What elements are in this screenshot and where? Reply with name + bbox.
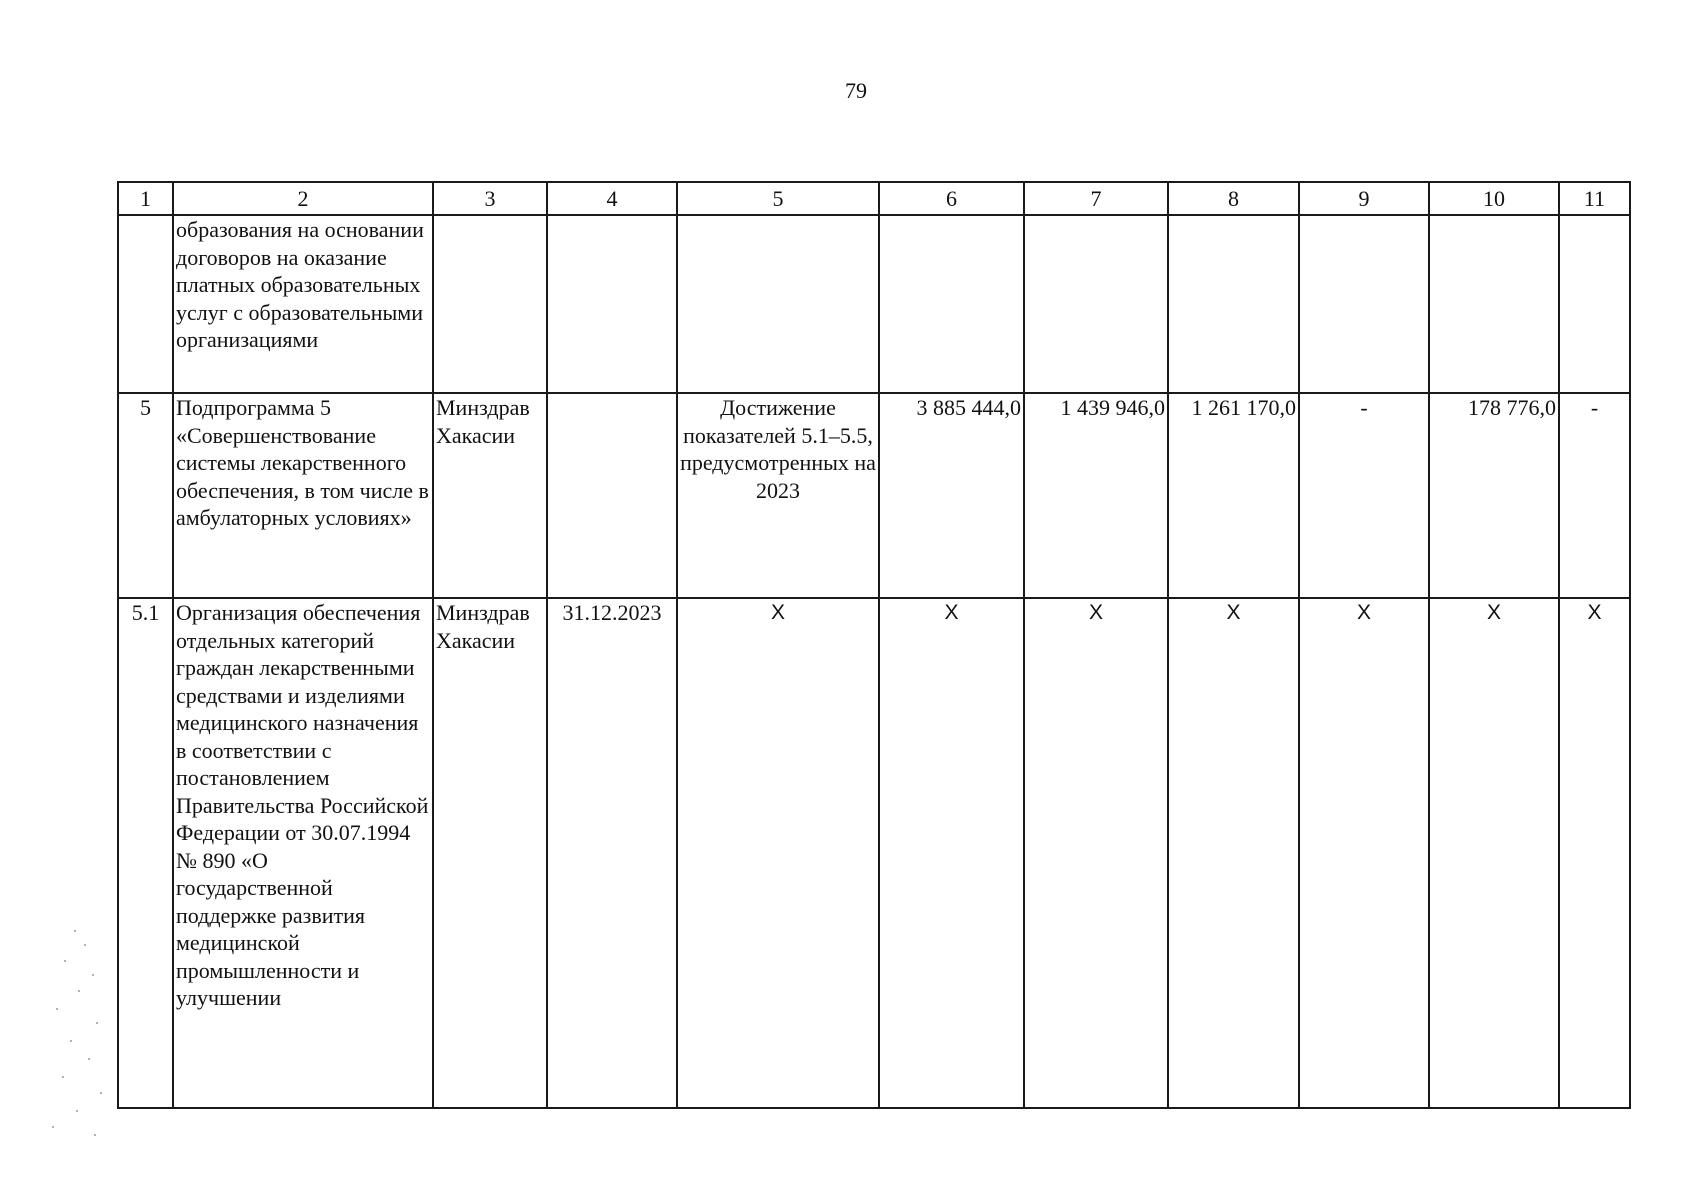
table-row (118, 215, 1630, 393)
row-col-9 (1299, 215, 1429, 393)
row-executor (433, 215, 547, 393)
row-col-10 (1429, 215, 1559, 393)
page-number: 79 (845, 78, 867, 103)
row-col-7 (1024, 215, 1168, 393)
header-cell-9: 9 (1299, 182, 1429, 215)
row-name: Подпрограмма 5 «Совершенствование системы лекарственного обеспечения, в том числе в амбулаторных условиях» (173, 393, 433, 598)
header-cell-11: 11 (1559, 182, 1630, 215)
row-number (118, 215, 173, 393)
header-cell-7: 7 (1024, 182, 1168, 215)
header-cell-4: 4 (547, 182, 677, 215)
row-result: X (677, 598, 879, 1108)
row-result (677, 215, 879, 393)
table-row (118, 598, 1630, 1108)
row-col-11: - (1559, 393, 1630, 598)
row-col-8: X (1168, 598, 1299, 1108)
header-cell-6: 6 (879, 182, 1024, 215)
row-executor: Минздрав Хакасии (433, 393, 547, 598)
header-cell-5: 5 (677, 182, 879, 215)
header-cell-1: 1 (118, 182, 173, 215)
row-col-6: X (879, 598, 1024, 1108)
row-col-6: 3 885 444,0 (879, 393, 1024, 598)
header-cell-3: 3 (433, 182, 547, 215)
row-col-7: X (1024, 598, 1168, 1108)
row-name: Организация обеспечения отдельных категорий граждан лекарственными средствами и изделиями медицинского назначения в соответствии с постановлением Правительства Российской Федерации от 30.07.1994 № 890 «О государственной поддержке развития медицинской промышленности и улучшении (173, 598, 433, 1108)
row-col-11 (1559, 215, 1630, 393)
row-deadline: 31.12.2023 (547, 598, 677, 1108)
table-row (118, 393, 1630, 598)
row-col-9: X (1299, 598, 1429, 1108)
table-header-row (118, 182, 1630, 215)
header-cell-2: 2 (173, 182, 433, 215)
row-col-11: X (1559, 598, 1630, 1108)
row-number: 5 (118, 393, 173, 598)
header-cell-10: 10 (1429, 182, 1559, 215)
document-table (117, 181, 1631, 1109)
row-executor: Минздрав Хакасии (433, 598, 547, 1108)
row-col-9: - (1299, 393, 1429, 598)
row-name: образования на основании договоров на оказание платных образовательных услуг с образовательными организациями (173, 215, 433, 393)
header-cell-8: 8 (1168, 182, 1299, 215)
row-number: 5.1 (118, 598, 173, 1108)
row-result: Достижение показателей 5.1–5.5, предусмотренных на 2023 (677, 393, 879, 598)
row-col-8: 1 261 170,0 (1168, 393, 1299, 598)
row-deadline (547, 393, 677, 598)
row-col-10: 178 776,0 (1429, 393, 1559, 598)
margin-scan-marks (34, 930, 114, 1140)
row-col-7: 1 439 946,0 (1024, 393, 1168, 598)
row-deadline (547, 215, 677, 393)
row-col-6 (879, 215, 1024, 393)
row-col-8 (1168, 215, 1299, 393)
row-col-10: X (1429, 598, 1559, 1108)
